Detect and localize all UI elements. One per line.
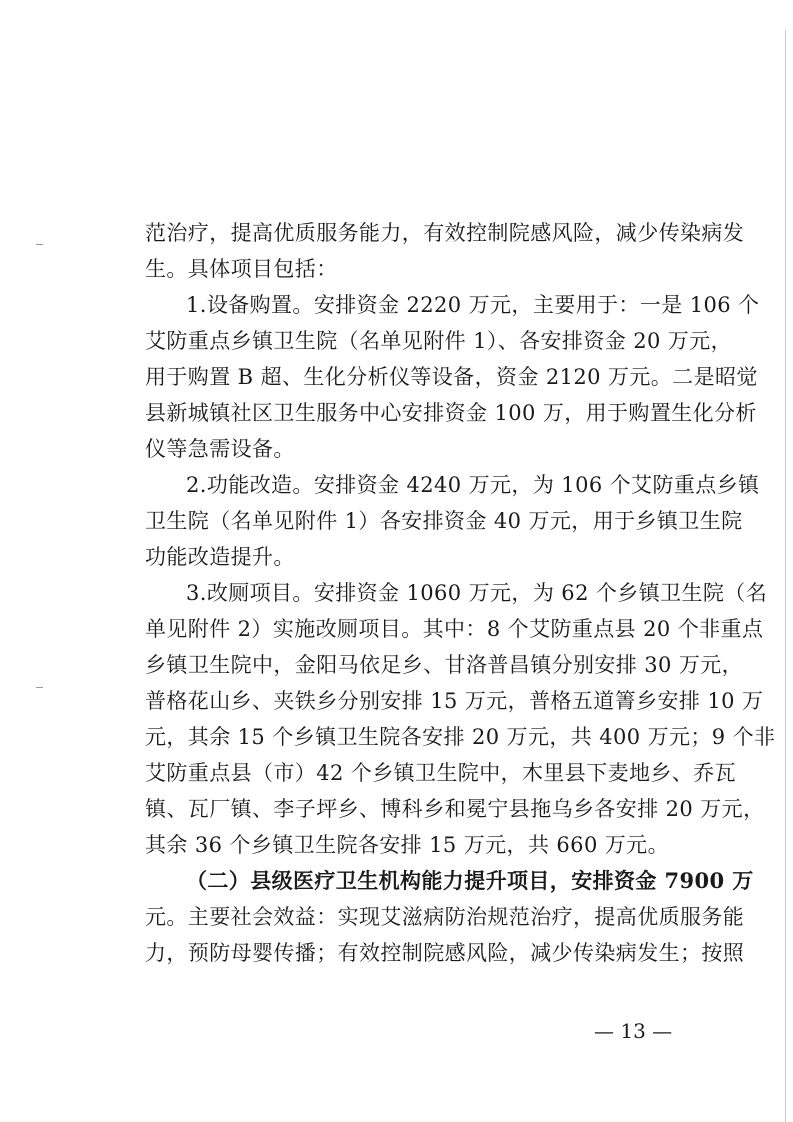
body-line: 单见附件 2）实施改厕项目。其中：8 个艾防重点县 20 个非重点: [145, 617, 764, 641]
body-line: 力，预防母婴传播；有效控制院感风险，减少传染病发生；按照: [145, 941, 745, 965]
body-line: 艾防重点乡镇卫生院（名单见附件 1）、各安排资金 20 万元，: [145, 329, 733, 353]
body-line: 元。主要社会效益：实现艾滋病防治规范治疗，提高优质服务能: [145, 905, 745, 929]
body-line: 其余 36 个乡镇卫生院各安排 15 万元，共 660 万元。: [145, 833, 669, 857]
scan-edge-line: [785, 30, 786, 1122]
body-line: 功能改造提升。: [145, 545, 295, 569]
body-line: 仪等急需设备。: [145, 437, 295, 461]
body-line: 乡镇卫生院中，金阳马依足乡、甘洛普昌镇分别安排 30 万元，: [145, 653, 744, 677]
body-line: 范治疗，提高优质服务能力，有效控制院感风险，减少传染病发: [145, 221, 745, 245]
body-line: 元，其余 15 个乡镇卫生院各安排 20 万元，共 400 万元；9 个非: [145, 725, 776, 749]
body-line: 卫生院（名单见附件 1）各安排资金 40 万元，用于乡镇卫生院: [145, 509, 743, 533]
item-2-line: 2.功能改造。安排资金 4240 万元，为 106 个艾防重点乡镇: [186, 473, 760, 497]
body-line: 镇、瓦厂镇、李子坪乡、博科乡和冕宁县拖乌乡各安排 20 万元，: [145, 797, 765, 821]
page-number: — 13 —: [594, 1019, 673, 1043]
body-line: 普格花山乡、夹铁乡分别安排 15 万元，普格五道箐乡安排 10 万: [145, 689, 764, 713]
scan-mark: [36, 687, 43, 688]
body-line: 用于购置 B 超、生化分析仪等设备，资金 2120 万元。二是昭觉: [145, 365, 758, 389]
body-line: 县新城镇社区卫生服务中心安排资金 100 万，用于购置生化分析: [145, 401, 757, 425]
body-line: 艾防重点县（市）42 个乡镇卫生院中，木里县下麦地乡、乔瓦: [145, 761, 736, 785]
item-1-line: 1.设备购置。安排资金 2220 万元，主要用于：一是 106 个: [186, 293, 760, 317]
section-heading: （二）县级医疗卫生机构能力提升项目，安排资金 7900 万: [186, 868, 754, 893]
scan-mark: [36, 244, 43, 245]
body-line: 生。具体项目包括：: [145, 257, 338, 281]
item-3-line: 3.改厕项目。安排资金 1060 万元，为 62 个乡镇卫生院（名: [186, 581, 768, 605]
